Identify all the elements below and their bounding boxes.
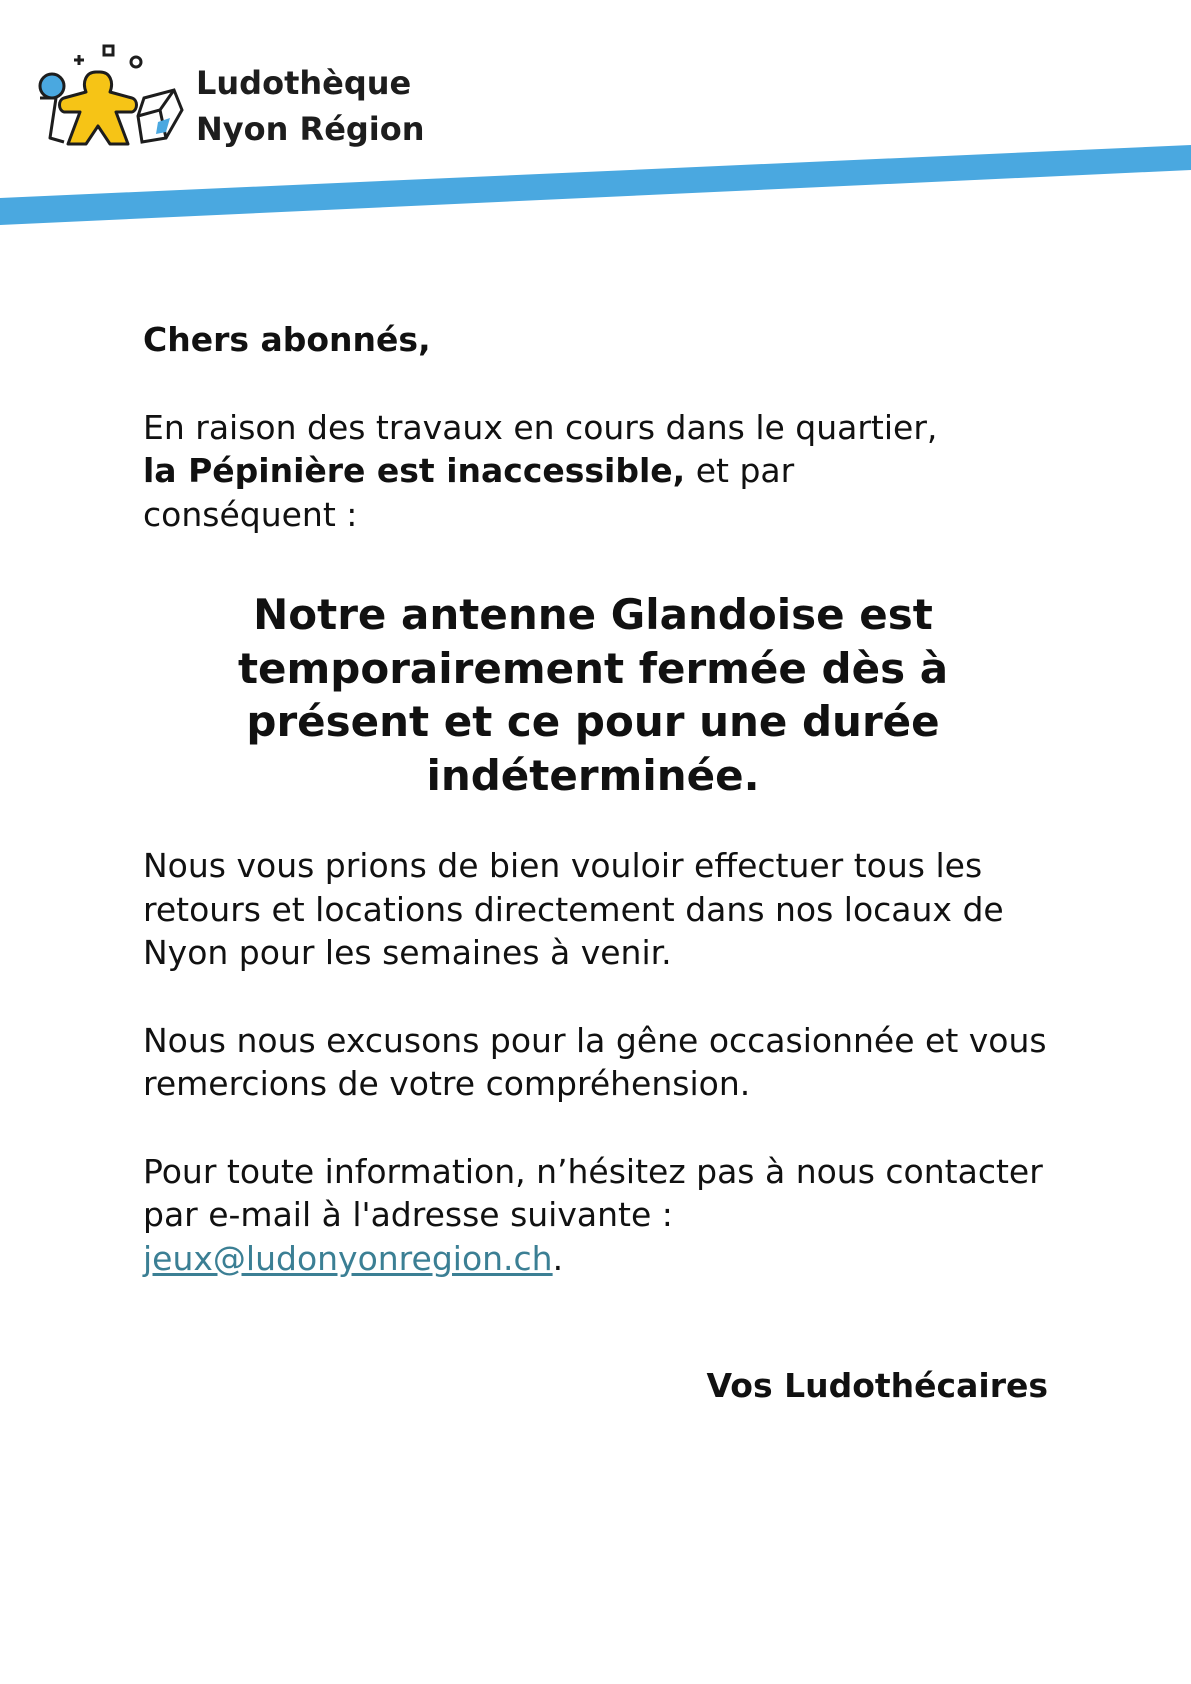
paragraph-contact [143,1150,1063,1281]
letter-body [143,318,1063,1280]
intro-text: En raison des travaux en cours dans le quartier, [143,407,938,447]
logo-line-2: Nyon Région [196,110,425,148]
closure-headline: Notre antenne Glandoise est temporairement fermée dès à présent et ce pour une durée indéterminée. [237,590,949,800]
paragraph-returns: Nous vous prions de bien vouloir effectuer tous les retours et locations directement dans nos locaux de Nyon pour les semaines à venir. [143,846,1004,972]
greeting: Chers abonnés, [143,320,431,359]
logo-wordmark [196,60,425,152]
paragraph-intro [143,406,1063,537]
signature: Vos Ludothécaires [706,1366,1048,1405]
intro-after-bold: et par [685,451,795,490]
meeple-logo-icon [34,38,184,158]
logo-line-1: Ludothèque [196,64,412,102]
contact-text: Pour toute information, n’hésitez pas à nous contacter par e-mail à l'adresse suivante : [143,1151,1043,1234]
email-link[interactable]: jeux@ludonyonregion.ch [143,1238,553,1278]
page-header [0,0,1191,230]
paragraph-apology: Nous nous excusons pour la gêne occasionnée et vous remercions de votre compréhension. [143,1020,1047,1103]
email-trailing: . [552,1238,564,1278]
intro-bold-text: la Pépinière est inaccessible, [143,451,686,490]
intro-end: conséquent : [143,494,358,534]
